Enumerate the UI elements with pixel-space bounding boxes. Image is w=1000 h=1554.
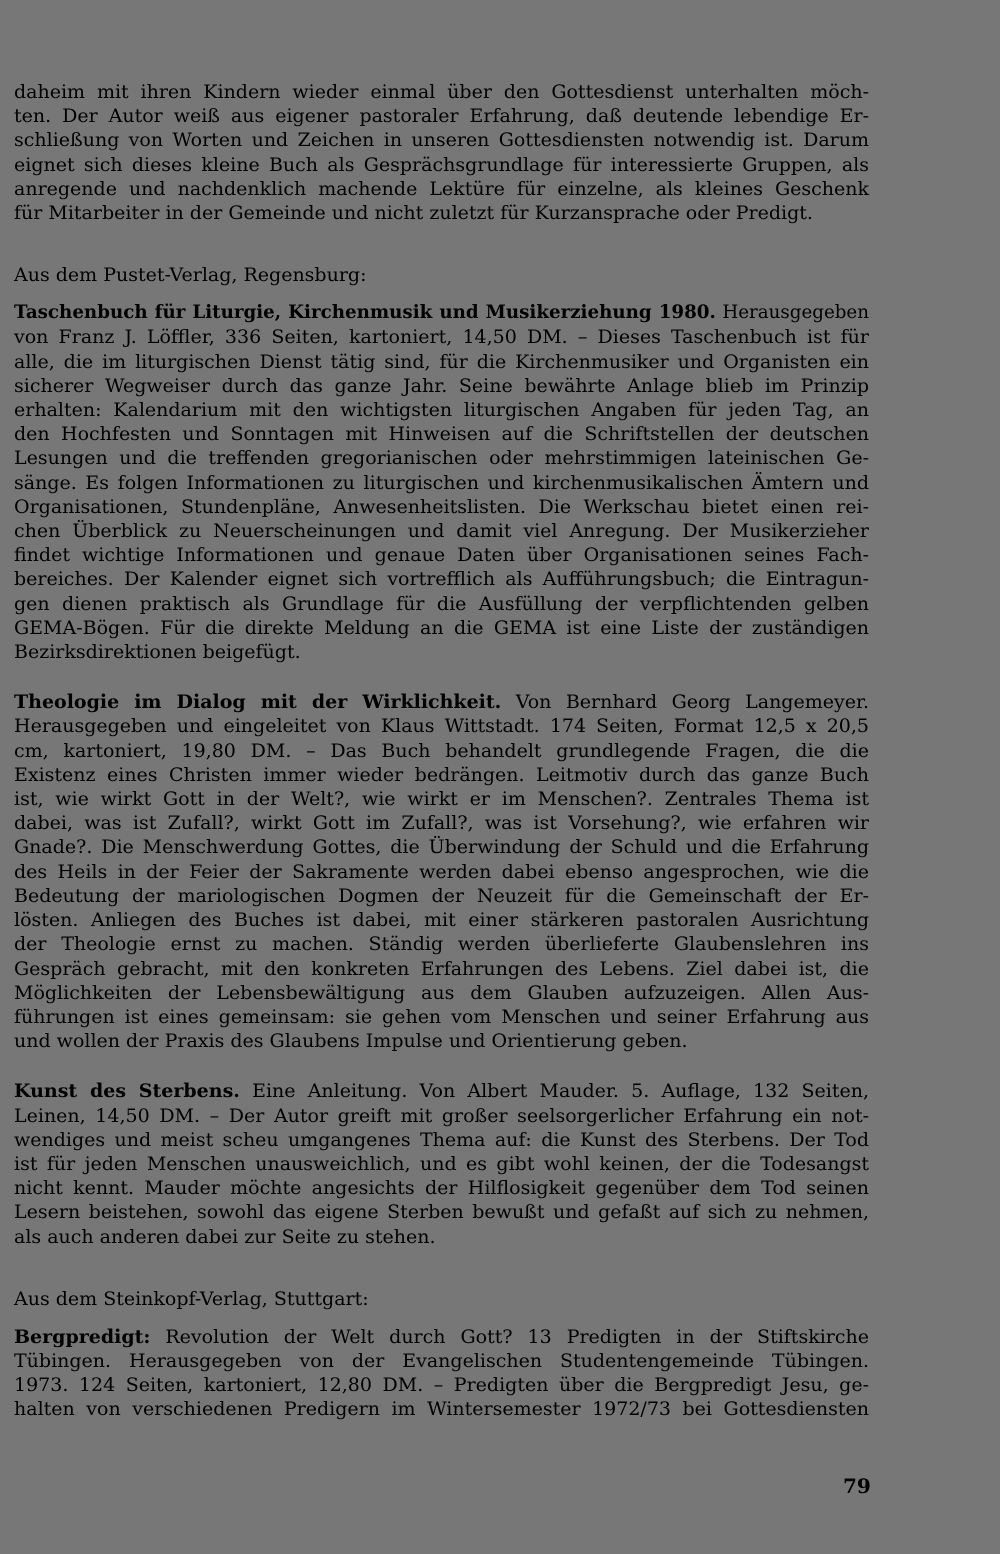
page-number: 79 [843, 1474, 871, 1498]
text-line [14, 1079, 869, 1103]
review-theologie [14, 690, 869, 1053]
text-line: findet wichtige Informationen und genaue Daten über Organisationen seines Fach- [14, 544, 869, 567]
review-kunst-des-sterbens [14, 1079, 869, 1248]
review-text: Herausgegeben [715, 302, 869, 324]
text-line: den Hochfesten und Sonntagen mit Hinweisen auf die Schriftstellen der deutschen [14, 423, 869, 446]
review-bergpredigt [14, 1325, 869, 1422]
text-line: anregende und nachdenklich machende Lektüre für einzelne, als kleines Geschenk [14, 177, 869, 200]
text-line: Bezirksdirektionen beigefügt. [14, 641, 301, 664]
text-line: sänge. Es folgen Informationen zu liturgischen und kirchenmusikalischen Ämtern und [14, 471, 869, 494]
text-line: 1973. 124 Seiten, kartoniert, 12,80 DM. – Predigten über die Bergpredigt Jesu, ge- [14, 1374, 869, 1397]
review-text: Von Bernhard Georg Langemeyer. [501, 691, 869, 714]
text-line: Bedeutung der mariologischen Dogmen der Neuzeit für die Gemeinschaft der Er- [14, 884, 869, 907]
review-title: Kunst des Sterbens. [14, 1080, 240, 1103]
text-line: bereiches. Der Kalender eignet sich vortrefflich als Aufführungsbuch; die Eintragun- [14, 568, 869, 591]
text-line: alle, die im liturgischen Dienst tätig sind, für die Kirchenmusiker und Organisten ein [14, 350, 869, 373]
text-line [14, 690, 869, 714]
text-line: ist für jeden Menschen unausweichlich, und es gibt wohl keinen, der die Todesangst [14, 1152, 869, 1175]
text-line [14, 1325, 869, 1349]
text-line: führungen ist eines gemeinsam: sie gehen vom Menschen und seiner Erfahrung aus [14, 1005, 869, 1028]
text-line: der Theologie ernst zu machen. Ständig werden überlieferte Glaubenslehren ins [14, 933, 869, 956]
text-line: ten. Der Autor weiß aus eigener pastoraler Erfahrung, daß deutende lebendige Er- [14, 105, 869, 128]
text-line: Organisationen, Stundenpläne, Anwesenheitslisten. Die Werkschau bietet einen rei- [14, 495, 869, 518]
text-line: und wollen der Praxis des Glaubens Impulse und Orientierung geben. [14, 1030, 688, 1053]
text-line: Tübingen. Herausgegeben von der Evangelischen Studentengemeinde Tübingen. [14, 1349, 869, 1372]
text-line: nicht kennt. Mauder möchte angesichts der Hilflosigkeit gegenüber dem Tod seinen [14, 1177, 869, 1200]
page-content [14, 80, 869, 1422]
text-line: Leinen, 14,50 DM. – Der Autor greift mit großer seelsorgerlicher Erfahrung ein not- [14, 1104, 869, 1127]
text-line: Existenz eines Christen immer wieder bedrängen. Leitmotiv durch das ganze Buch [14, 763, 869, 786]
review-title: Bergpredigt: [14, 1325, 151, 1348]
text-line: als auch anderen dabei zur Seite zu stehen. [14, 1225, 436, 1248]
text-line: daheim mit ihren Kindern wieder einmal über den Gottesdienst unterhalten möch- [14, 81, 869, 103]
text-line: für Mitarbeiter in der Gemeinde und nicht zuletzt für Kurzansprache oder Predigt. [14, 202, 813, 225]
text-line: wendiges und meist scheu umgangenes Thema auf: die Kunst des Sterbens. Der Tod [14, 1128, 869, 1151]
text-line: von Franz J. Löffler, 336 Seiten, kartoniert, 14,50 DM. – Dieses Taschenbuch ist für [14, 326, 869, 349]
text-line: Lesern beistehen, sowohl das eigene Sterben bewußt und gefaßt auf sich zu nehmen, [14, 1201, 869, 1224]
text-line: lösten. Anliegen des Buches ist dabei, mit einer stärkeren pastoralen Ausrichtung [14, 909, 869, 932]
text-line: cm, kartoniert, 19,80 DM. – Das Buch behandelt grundlegende Fragen, die die [14, 739, 869, 762]
review-taschenbuch [14, 301, 869, 664]
publisher-heading-steinkopf: Aus dem Steinkopf-Verlag, Stuttgart: [14, 1287, 369, 1310]
review-text: Revolution der Welt durch Gott? 13 Predigten in der Stiftskirche [150, 1325, 869, 1348]
text-line: schließung von Worten und Zeichen in unseren Gottesdiensten notwendig ist. Darum [14, 129, 869, 152]
text-line: chen Überblick zu Neuerscheinungen und damit viel Anregung. Der Musikerzieher [14, 520, 869, 543]
text-line: erhalten: Kalendarium mit den wichtigsten liturgischen Angaben für jeden Tag, an [14, 399, 869, 422]
text-line: dabei, was ist Zufall?, wirkt Gott im Zufall?, was ist Vorsehung?, wie erfahren wir [14, 812, 869, 835]
intro-paragraph [14, 80, 869, 225]
text-line: gen dienen praktisch als Grundlage für die Ausfüllung der verpflichtenden gelben [14, 592, 869, 615]
text-line: halten von verschiedenen Predigern im Wintersemester 1972/73 bei Gottesdiensten [14, 1398, 869, 1421]
text-line [14, 301, 869, 325]
review-text: Eine Anleitung. Von Albert Mauder. 5. Auflage, 132 Seiten, [239, 1080, 869, 1103]
text-line: GEMA-Bögen. Für die direkte Meldung an die GEMA ist eine Liste der zuständigen [14, 616, 869, 639]
review-title: Taschenbuch für Liturgie, Kirchenmusik und Musikerziehung 1980. [14, 302, 716, 324]
text-line: Möglichkeiten der Lebensbewältigung aus dem Glauben aufzuzeigen. Allen Aus- [14, 981, 869, 1004]
review-title: Theologie im Dialog mit der Wirklichkeit. [14, 691, 502, 714]
text-line: Lesungen und die treffenden gregorianischen oder mehrstimmigen lateinischen Ge- [14, 447, 869, 470]
text-line: sicherer Wegweiser durch das ganze Jahr. Seine bewährte Anlage blieb im Prinzip [14, 374, 869, 397]
text-line: Gnade?. Die Menschwerdung Gottes, die Überwindung der Schuld und die Erfahrung [14, 836, 869, 859]
text-line: ist, wie wirkt Gott in der Welt?, wie wirkt er im Menschen?. Zentrales Thema ist [14, 788, 869, 811]
publisher-heading-pustet: Aus dem Pustet-Verlag, Regensburg: [14, 264, 367, 287]
text-line: des Heils in der Feier der Sakramente werden dabei ebenso angesprochen, wie die [14, 860, 869, 883]
text-line: Gespräch gebracht, mit den konkreten Erfahrungen des Lebens. Ziel dabei ist, die [14, 957, 869, 980]
text-line: eignet sich dieses kleine Buch als Gesprächsgrundlage für interessierte Gruppen, als [14, 153, 869, 176]
text-line: Herausgegeben und eingeleitet von Klaus Wittstadt. 174 Seiten, Format 12,5 x 20,5 [14, 715, 869, 738]
